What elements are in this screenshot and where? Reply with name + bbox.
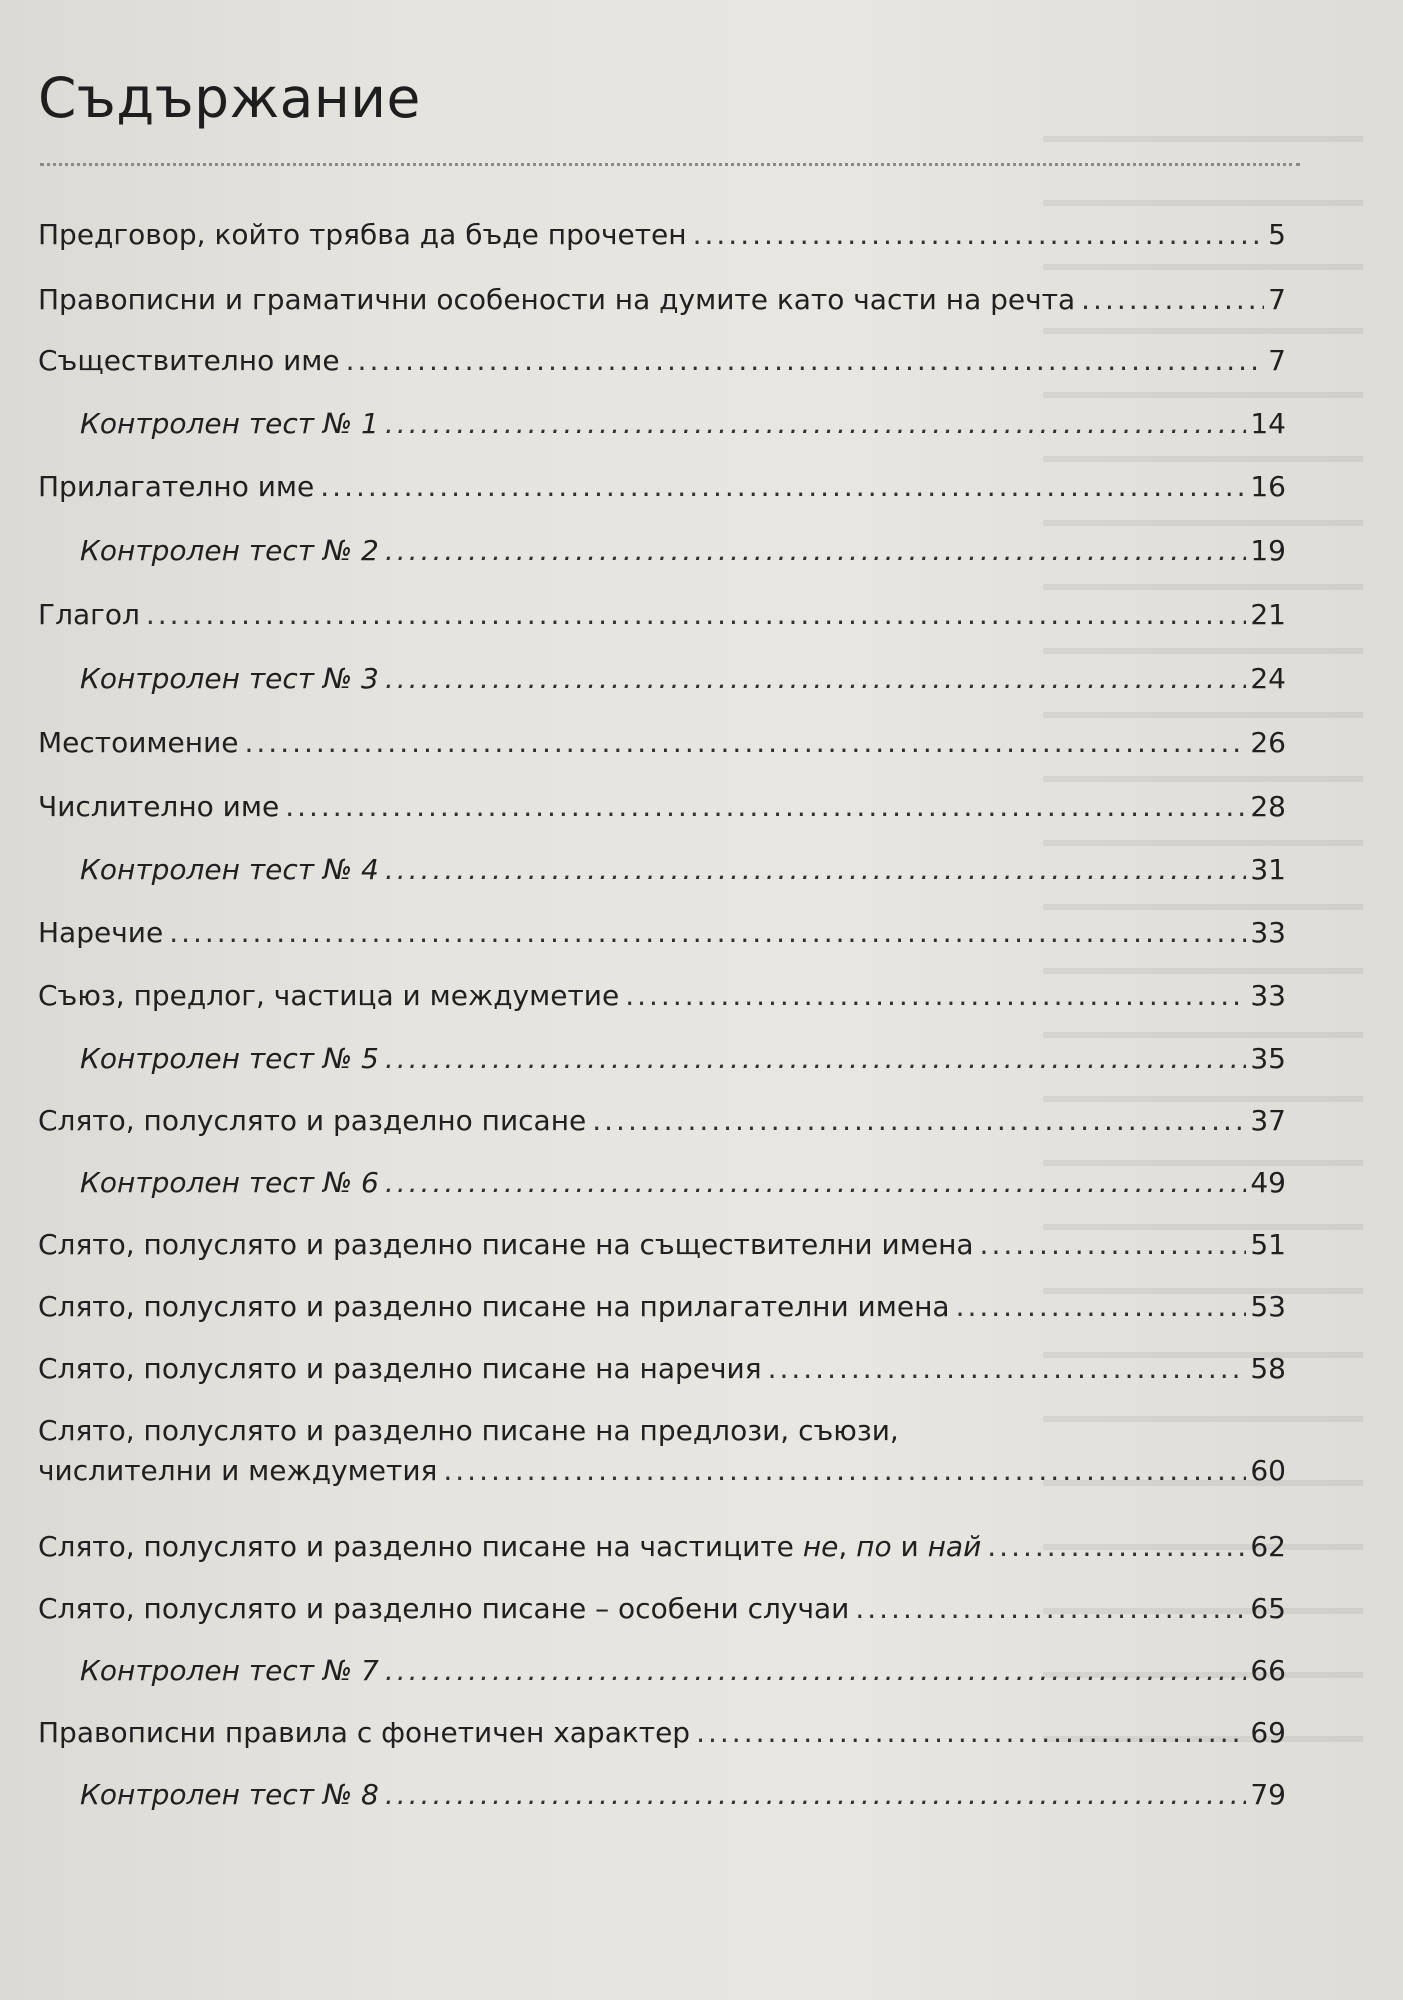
toc-entry-label [38, 1530, 981, 1564]
toc-entry-label: Контролен тест № 7 [80, 1654, 379, 1687]
toc-entry-label: Контролен тест № 8 [80, 1778, 379, 1811]
dot-leader [146, 598, 1246, 632]
toc-entry[interactable] [38, 790, 1286, 824]
toc-entry[interactable] [38, 1290, 1286, 1324]
toc-subentry[interactable] [80, 1654, 1286, 1688]
toc-page-number: 28 [1250, 790, 1286, 823]
toc-entry-label-continued: числителни и междуметия [38, 1454, 438, 1487]
toc-entry[interactable] [38, 916, 1286, 950]
dot-leader [443, 1454, 1246, 1488]
toc-entry-label: Контролен тест № 3 [80, 662, 379, 695]
dot-leader [980, 1228, 1247, 1262]
dot-leader [385, 1042, 1247, 1076]
dot-leader [346, 344, 1265, 378]
toc-entry-label: Контролен тест № 1 [80, 407, 379, 440]
toc-entry-label: Съществително име [38, 344, 340, 377]
toc-entry-label: Слято, полуслято и разделно писане [38, 1104, 587, 1137]
toc-entry-label: Контролен тест № 5 [80, 1042, 379, 1075]
toc-page-number: 65 [1250, 1592, 1286, 1625]
toc-page-number: 69 [1250, 1716, 1286, 1749]
toc-page-number: 33 [1250, 979, 1286, 1012]
toc-page-number: 24 [1250, 662, 1286, 695]
dot-leader [385, 662, 1247, 696]
toc-page-number: 51 [1250, 1228, 1286, 1261]
separator-text: , [838, 1530, 857, 1563]
separator-text: и [891, 1530, 928, 1563]
toc-entry-label: Контролен тест № 4 [80, 853, 379, 886]
toc-entry-label: Съюз, предлог, частица и междуметие [38, 979, 620, 1012]
particle-po: по [856, 1530, 892, 1563]
toc-entry-label: Местоимение [38, 726, 239, 759]
toc-subentry[interactable] [80, 534, 1286, 568]
toc-page-number: 5 [1268, 218, 1286, 251]
toc-subentry[interactable] [80, 1778, 1286, 1812]
toc-page-number: 16 [1250, 470, 1286, 503]
dot-leader [385, 1778, 1247, 1812]
toc-entry-label-text: Слято, полуслято и разделно писане на частиците [38, 1530, 803, 1563]
toc-entry-label: Слято, полуслято и разделно писане на прилагателни имена [38, 1290, 950, 1323]
toc-entry[interactable] [38, 1414, 1286, 1494]
particle-nay: най [927, 1530, 982, 1563]
toc-page-number: 21 [1250, 598, 1286, 631]
dot-leader [696, 1716, 1246, 1750]
toc-entry[interactable] [38, 1228, 1286, 1262]
toc-entry-label: Правописни правила с фонетичен характер [38, 1716, 691, 1749]
toc-subentry[interactable] [80, 853, 1286, 887]
dot-leader [592, 1104, 1246, 1138]
toc-entry[interactable] [38, 1716, 1286, 1750]
toc-page-number: 7 [1268, 344, 1286, 377]
toc-page-number: 58 [1250, 1352, 1286, 1385]
dot-leader [320, 470, 1246, 504]
toc-entry[interactable] [38, 979, 1286, 1013]
page-title: Съдържание [38, 66, 421, 130]
toc-page-number: 79 [1250, 1778, 1286, 1811]
particle-ne: не [802, 1530, 839, 1563]
toc-page-number: 19 [1250, 534, 1286, 567]
dot-leader [1081, 283, 1264, 317]
dot-leader [625, 979, 1246, 1013]
toc-entry-label: Числително име [38, 790, 280, 823]
toc-entry[interactable] [38, 1592, 1286, 1626]
toc-page-number: 66 [1250, 1654, 1286, 1687]
toc-entry[interactable] [38, 470, 1286, 504]
toc-entry-label: Слято, полуслято и разделно писане на наречия [38, 1352, 762, 1385]
toc-page-number: 33 [1250, 916, 1286, 949]
toc-subentry[interactable] [80, 662, 1286, 696]
toc-entry[interactable] [38, 218, 1286, 252]
toc-entry-label: Прилагателно име [38, 470, 315, 503]
toc-entry-label: Предговор, който трябва да бъде прочетен [38, 218, 687, 251]
toc-entry[interactable] [38, 726, 1286, 760]
toc-entry-label: Слято, полуслято и разделно писане на съществителни имена [38, 1228, 974, 1261]
dot-leader [693, 218, 1265, 252]
toc-entry-label: Контролен тест № 2 [80, 534, 379, 567]
toc-entry[interactable] [38, 1530, 1286, 1564]
toc-entry-label: Правописни и граматични особености на думите като части на речта [38, 283, 1076, 316]
dot-leader [768, 1352, 1247, 1386]
dot-leader [385, 1166, 1247, 1200]
dot-leader [956, 1290, 1247, 1324]
toc-page-number: 53 [1250, 1290, 1286, 1323]
dot-leader [987, 1530, 1246, 1564]
dot-leader [285, 790, 1246, 824]
toc-entry[interactable] [38, 1104, 1286, 1138]
dot-leader [855, 1592, 1246, 1626]
toc-subentry[interactable] [80, 407, 1286, 441]
toc-entry-label: Слято, полуслято и разделно писане – особени случаи [38, 1592, 850, 1625]
toc-entry[interactable] [38, 283, 1286, 317]
toc-entry-label: Слято, полуслято и разделно писане на предлози, съюзи, [38, 1414, 899, 1447]
toc-entry-label: Контролен тест № 6 [80, 1166, 379, 1199]
toc-entry-label: Наречие [38, 916, 164, 949]
toc-page-number: 60 [1250, 1454, 1286, 1487]
dot-leader [385, 534, 1247, 568]
toc-page-number: 14 [1250, 407, 1286, 440]
dot-leader [169, 916, 1246, 950]
toc-page-number: 26 [1250, 726, 1286, 759]
toc-subentry[interactable] [80, 1042, 1286, 1076]
dot-leader [385, 407, 1247, 441]
dot-leader [245, 726, 1247, 760]
toc-entry[interactable] [38, 598, 1286, 632]
toc-page-number: 31 [1250, 853, 1286, 886]
toc-page-number: 62 [1250, 1530, 1286, 1563]
toc-entry[interactable] [38, 1352, 1286, 1386]
toc-page-number: 35 [1250, 1042, 1286, 1075]
toc-entry[interactable] [38, 344, 1286, 378]
toc-page-number: 7 [1268, 283, 1286, 316]
toc-page-number: 37 [1250, 1104, 1286, 1137]
toc-subentry[interactable] [80, 1166, 1286, 1200]
dot-leader [385, 853, 1247, 887]
toc-page-number: 49 [1250, 1166, 1286, 1199]
toc-entry-label: Глагол [38, 598, 140, 631]
dot-leader [385, 1654, 1247, 1688]
